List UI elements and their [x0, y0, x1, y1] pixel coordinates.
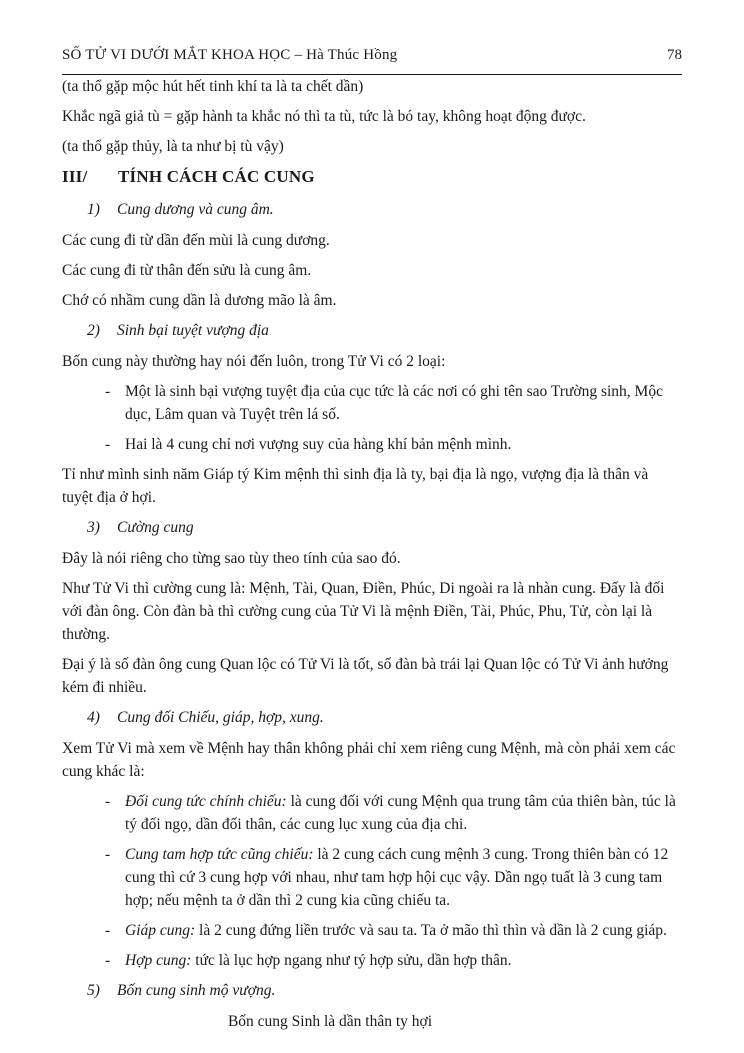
- bullet-dash: -: [105, 383, 111, 400]
- paragraph: (ta thổ gặp mộc hút hết tinh khí ta là ta chết dần): [62, 78, 364, 95]
- section-heading: [62, 165, 682, 189]
- paragraph: Khắc ngã giả tù = gặp hành ta khắc nó thì ta tù, tức là bó tay, không hoạt động được.: [62, 108, 586, 125]
- centered-line: Bốn cung Sinh là dần thân ty hợi: [227, 1013, 433, 1030]
- subsection-heading-4: [62, 706, 682, 729]
- list-item: [62, 949, 682, 972]
- paragraph: Các cung đi từ dần đến mùi là cung dương.: [62, 232, 330, 249]
- list-item: [62, 380, 682, 426]
- subsection-number: 3): [87, 519, 100, 536]
- list-item: [62, 790, 682, 836]
- paragraph: Tỉ như mình sinh năm Giáp tý Kim mệnh thì sinh địa là ty, bại địa là ngọ, vượng địa là thân và tuyệt địa ở hợi.: [62, 466, 649, 506]
- list-item-text: [125, 790, 682, 836]
- paragraph: Bốn cung này thường hay nói đến luôn, trong Tử Vi có 2 loại:: [62, 353, 446, 370]
- page-number: 78: [667, 47, 682, 63]
- subsection-title: Bốn cung sinh mộ vượng.: [117, 982, 276, 999]
- paragraph: Các cung đi từ thân đến sửu là cung âm.: [62, 262, 312, 279]
- paragraph: Đây là nói riêng cho từng sao tùy theo tính của sao đó.: [62, 550, 401, 567]
- list-item-body: là 2 cung đứng liền trước và sau ta. Ta ở mão thì thìn và dần là 2 cung giáp.: [195, 922, 667, 939]
- list-item-body: là 2 cung cách cung mệnh 3 cung. Trong thiên bàn có 12 cung thì cứ 3 cung hợp với nhau, như tam hợp hội cục vậy. Dần ngọ tuất là 3 cung tam hợp; nếu mệnh ta ở dần thì 2 cung kia cũng chiếu ta.: [125, 846, 669, 909]
- list-item-text: [125, 949, 682, 972]
- subsection-title: Cường cung: [117, 519, 194, 536]
- paragraph: (ta thổ gặp thủy, là ta như bị tù vậy): [62, 138, 284, 155]
- subsection-number: 1): [87, 201, 100, 218]
- subsection-heading-1: [62, 198, 682, 221]
- subsection-title: Sinh bại tuyệt vượng địa: [117, 322, 269, 339]
- list-item-lead: Cung tam hợp tức cũng chiếu:: [125, 846, 314, 863]
- list-item-text: Một là sinh bại vượng tuyệt địa của cục tức là các nơi có ghi tên sao Trường sinh, Mộc dục, Lâm quan và Tuyệt trên lá số.: [125, 383, 663, 423]
- bullet-dash: -: [105, 952, 111, 969]
- subsection-heading-5: [62, 979, 682, 1002]
- subsection-title: Cung đối Chiếu, giáp, hợp, xung.: [117, 709, 324, 726]
- paragraph: Đại ý là số đàn ông cung Quan lộc có Tử Vi là tốt, số đàn bà trái lại Quan lộc có Tử Vi ảnh hưởng kém đi nhiều.: [62, 656, 669, 696]
- paragraph: Chớ có nhầm cung dần là dương mão là âm.: [62, 292, 337, 309]
- bullet-dash: -: [105, 793, 111, 810]
- list-item-text: [125, 919, 682, 942]
- running-title: SỐ TỬ VI DƯỚI MẮT KHOA HỌC – Hà Thúc Hồng: [62, 47, 398, 63]
- list-item-lead: Hợp cung:: [125, 952, 192, 969]
- list-item-lead: Đối cung tức chính chiếu:: [125, 793, 287, 810]
- subsection-title: Cung dương và cung âm.: [117, 201, 274, 218]
- bullet-dash: -: [105, 436, 111, 453]
- section-number: III/: [62, 167, 88, 186]
- list-item: [62, 919, 682, 942]
- list-item-text: Hai là 4 cung chỉ nơi vượng suy của hàng khí bản mệnh mình.: [125, 436, 512, 453]
- list-item: [62, 433, 682, 456]
- subsection-number: 4): [87, 709, 100, 726]
- subsection-number: 2): [87, 322, 100, 339]
- paragraph: Xem Tử Vi mà xem về Mệnh hay thân không phải chỉ xem riêng cung Mệnh, mà còn phải xem các cung khác là:: [62, 740, 676, 780]
- bullet-dash: -: [105, 846, 111, 863]
- list-item: [62, 843, 682, 912]
- paragraph: Như Tử Vi thì cường cung là: Mệnh, Tài, Quan, Điền, Phúc, Di ngoài ra là nhàn cung. Đấy là đối với đàn ông. Còn đàn bà thì cường cung của Tử Vi là mệnh Điền, Tài, Phúc, Phu, Tử, còn lại là thường.: [62, 580, 665, 643]
- list-item-body: là cung đối với cung Mệnh qua trung tâm của thiên bàn, túc là tý đối ngọ, dần đối thân, các cung lục xung của địa chi.: [125, 793, 676, 833]
- list-item-body: tức là lục hợp ngang như tý hợp sửu, dần hợp thân.: [191, 952, 512, 969]
- list-item-text: [125, 843, 682, 912]
- subsection-heading-3: [62, 516, 682, 539]
- section-title: TÍNH CÁCH CÁC CUNG: [118, 167, 315, 186]
- subsection-heading-2: [62, 319, 682, 342]
- subsection-number: 5): [87, 982, 100, 999]
- list-item-lead: Giáp cung:: [125, 922, 196, 939]
- page-header: [62, 46, 682, 65]
- bullet-dash: -: [105, 922, 111, 939]
